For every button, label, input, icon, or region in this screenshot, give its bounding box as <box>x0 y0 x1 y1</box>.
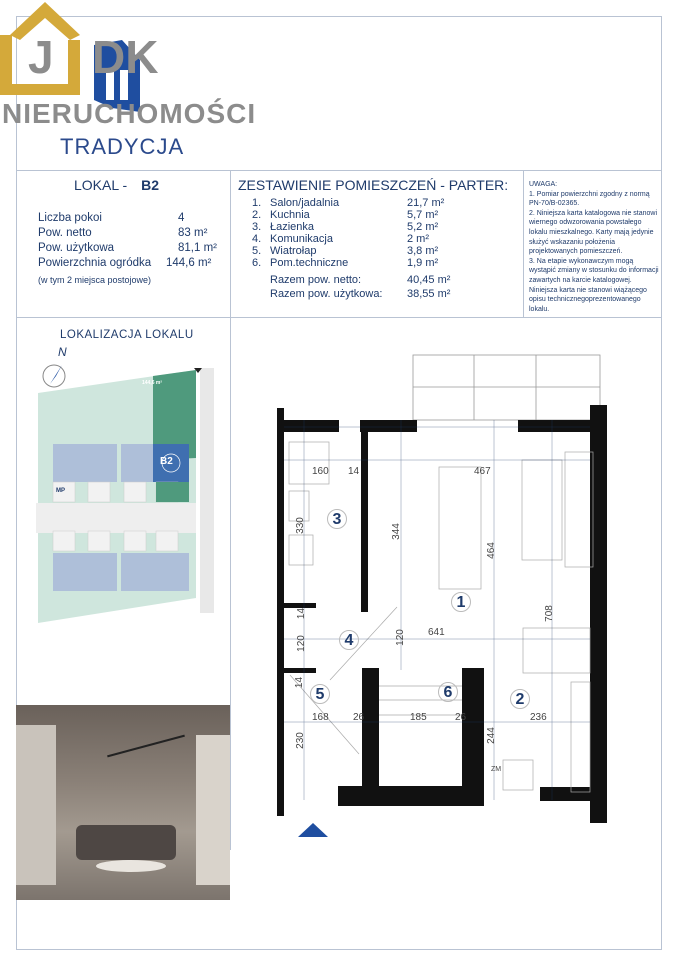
interior-photo <box>16 705 230 900</box>
detail-label: Pow. netto <box>38 227 92 239</box>
dim-label: 14 <box>348 466 360 477</box>
garden-area-label: 144,6 m² <box>142 380 163 386</box>
room-number: 6 <box>438 682 458 702</box>
room-name: Komunikacja <box>270 233 333 245</box>
floor-plan <box>260 350 630 840</box>
room-area: 1,9 m² <box>407 257 439 269</box>
detail-value: 81,1 m² <box>178 242 217 254</box>
room-number: 2 <box>510 689 530 709</box>
room-area: 5,7 m² <box>407 209 439 221</box>
total-row <box>252 288 512 300</box>
logo-tradycja: TRADYCJA <box>60 134 185 159</box>
dim-label: 26 <box>455 712 467 723</box>
room-no: 4. <box>252 233 262 245</box>
detail-value: 144,6 m² <box>166 257 212 269</box>
detail-value: 83 m² <box>178 227 208 239</box>
room-name: Salon/jadalnia <box>270 197 340 209</box>
dim-label: 168 <box>312 712 329 723</box>
dim-label: 14 <box>296 607 308 620</box>
room-row <box>252 209 512 221</box>
detail-row <box>38 257 218 272</box>
detail-label: Pow. użytkowa <box>38 242 115 254</box>
rooms-list <box>252 197 512 300</box>
room-area: 3,8 m² <box>407 245 439 257</box>
room-no: 6. <box>252 257 262 269</box>
site-plan <box>36 368 216 630</box>
logo-letter-j: J <box>28 31 54 83</box>
room-number: 3 <box>327 509 347 529</box>
dim-label: 185 <box>410 712 427 723</box>
room-no: 5. <box>252 245 262 257</box>
disclaimer-title: UWAGA: <box>529 181 558 188</box>
detail-row <box>38 227 218 242</box>
dim-label: 230 <box>294 732 306 749</box>
total-value: 40,45 m² <box>407 274 451 286</box>
detail-label: Powierzchnia ogródka <box>38 257 152 269</box>
detail-row <box>38 212 218 227</box>
room-area: 5,2 m² <box>407 221 439 233</box>
room-no: 3. <box>252 221 262 233</box>
room-number: 5 <box>310 684 330 704</box>
north-label: N <box>58 345 67 359</box>
disclaimer-line: 2. Niniejsza karta katalogowa nie stanowi wiernego odwzorowania powstałego lokalu mieszkalnego. Karty mają jedynie służyć wskazaniu położenia projektowanych pomieszczeń. <box>529 209 658 256</box>
total-label: Razem pow. użytkowa: <box>270 288 383 300</box>
logo-letters-dk: DK <box>92 31 159 83</box>
parking-spot: MP <box>56 488 65 494</box>
detail-row <box>38 242 218 257</box>
dim-label: 708 <box>543 605 555 622</box>
divider <box>16 170 662 171</box>
total-row <box>252 274 512 286</box>
lokal-title <box>74 177 159 193</box>
room-name: Kuchnia <box>270 209 310 221</box>
company-logo <box>0 0 257 165</box>
total-label: Razem pow. netto: <box>270 274 362 286</box>
room-area: 2 m² <box>407 233 429 245</box>
dim-label: ZM <box>491 766 502 773</box>
room-row <box>252 197 512 209</box>
dim-label: 26 <box>353 712 365 723</box>
logo-nieruchomosci: NIERUCHOMOŚCI <box>2 98 257 129</box>
room-number: 4 <box>339 630 359 650</box>
room-row <box>252 245 512 257</box>
lokal-note: (w tym 2 miejsca postojowe) <box>38 275 152 285</box>
disclaimer-line: 1. Pomiar powierzchni zgodny z normą PN-70/B-02365. <box>529 190 650 208</box>
room-no: 1. <box>252 197 262 209</box>
dim-label: 464 <box>485 542 497 559</box>
terrace <box>413 355 600 420</box>
site-unit-label: B2 <box>160 456 173 467</box>
dim-label: 244 <box>485 727 497 744</box>
dim-label: 330 <box>294 517 306 534</box>
dim-label: 120 <box>295 635 307 652</box>
dim-label: 344 <box>390 523 402 540</box>
divider <box>230 170 231 850</box>
parking-labels <box>56 488 65 494</box>
lokal-id: B2 <box>141 177 160 193</box>
divider <box>523 170 524 317</box>
room-area: 21,7 m² <box>407 197 445 209</box>
dim-label: 160 <box>312 466 329 477</box>
room-no: 2. <box>252 209 262 221</box>
room-row <box>252 257 512 269</box>
room-name: Wiatrołap <box>270 245 317 257</box>
dim-label: 467 <box>474 466 491 477</box>
dim-label: 14 <box>294 676 306 689</box>
dim-label: 641 <box>428 627 445 638</box>
room-row <box>252 221 512 233</box>
room-name: Pom.techniczne <box>270 257 349 269</box>
location-title: LOKALIZACJA LOKALU <box>60 329 194 341</box>
room-number: 1 <box>451 592 471 612</box>
total-value: 38,55 m² <box>407 288 451 300</box>
entrance-arrow-icon <box>298 823 328 837</box>
lokal-details <box>38 212 218 285</box>
dim-label: 120 <box>394 629 406 646</box>
lokal-label: LOKAL - <box>74 177 128 193</box>
detail-value: 4 <box>178 212 185 224</box>
room-row <box>252 233 512 245</box>
divider <box>16 317 662 318</box>
disclaimer-line: 3. Na etapie wykonawczym mogą wystąpić zmiany w stosunku do informacji zawartych na karcie katalogowej. Niniejsza karta nie stanowi wiążącego opisu technicznegoprezentowanego lokalu. <box>529 257 659 313</box>
disclaimer <box>529 180 659 314</box>
rooms-title: ZESTAWIENIE POMIESZCZEŃ - PARTER: <box>238 177 509 193</box>
detail-label: Liczba pokoi <box>38 212 102 224</box>
room-name: Łazienka <box>270 221 315 233</box>
dim-label: 236 <box>530 712 547 723</box>
